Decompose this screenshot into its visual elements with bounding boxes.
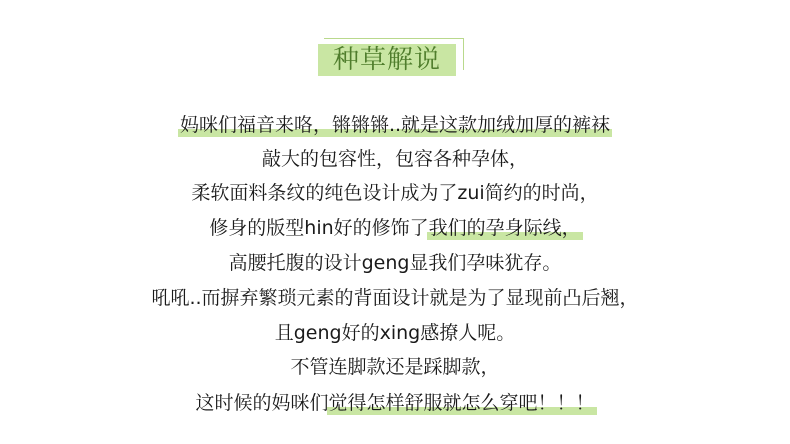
text-line-5: 高腰托腹的设计geng显我们孕味犹存。	[228, 252, 562, 274]
text-line-4: 修身的版型hin好的修饰了我们的孕身际线，	[209, 217, 581, 239]
highlight-9: 觉得怎样舒服就怎么穿吧！！！	[328, 392, 595, 414]
text-line-6: 吼吼..而摒弃繁琐元素的背面设计就是为了显现前凸后翘，	[151, 287, 639, 309]
text-line-9: 这时候的妈咪们觉得怎样舒服就怎么穿吧！！！	[195, 392, 595, 414]
text-line-7: 且geng好的xing感撩人呢。	[274, 322, 516, 344]
text-line-2: 敲大的包容性，包容各种孕体，	[261, 148, 528, 170]
section-title	[318, 38, 464, 78]
highlight-4: 我们的孕身际线，	[428, 217, 581, 239]
highlight-1: 妈咪们福音来咯，锵锵锵..就是这款加绒加厚的裤袜	[179, 114, 611, 136]
page-title: 种草解说	[332, 45, 441, 75]
text-line-8: 不管连脚款还是踩脚款，	[290, 356, 500, 378]
text-line-1	[0, 112, 790, 138]
text-line-3: 柔软面料条纹的纯色设计成为了zui简约的时尚，	[191, 182, 599, 204]
